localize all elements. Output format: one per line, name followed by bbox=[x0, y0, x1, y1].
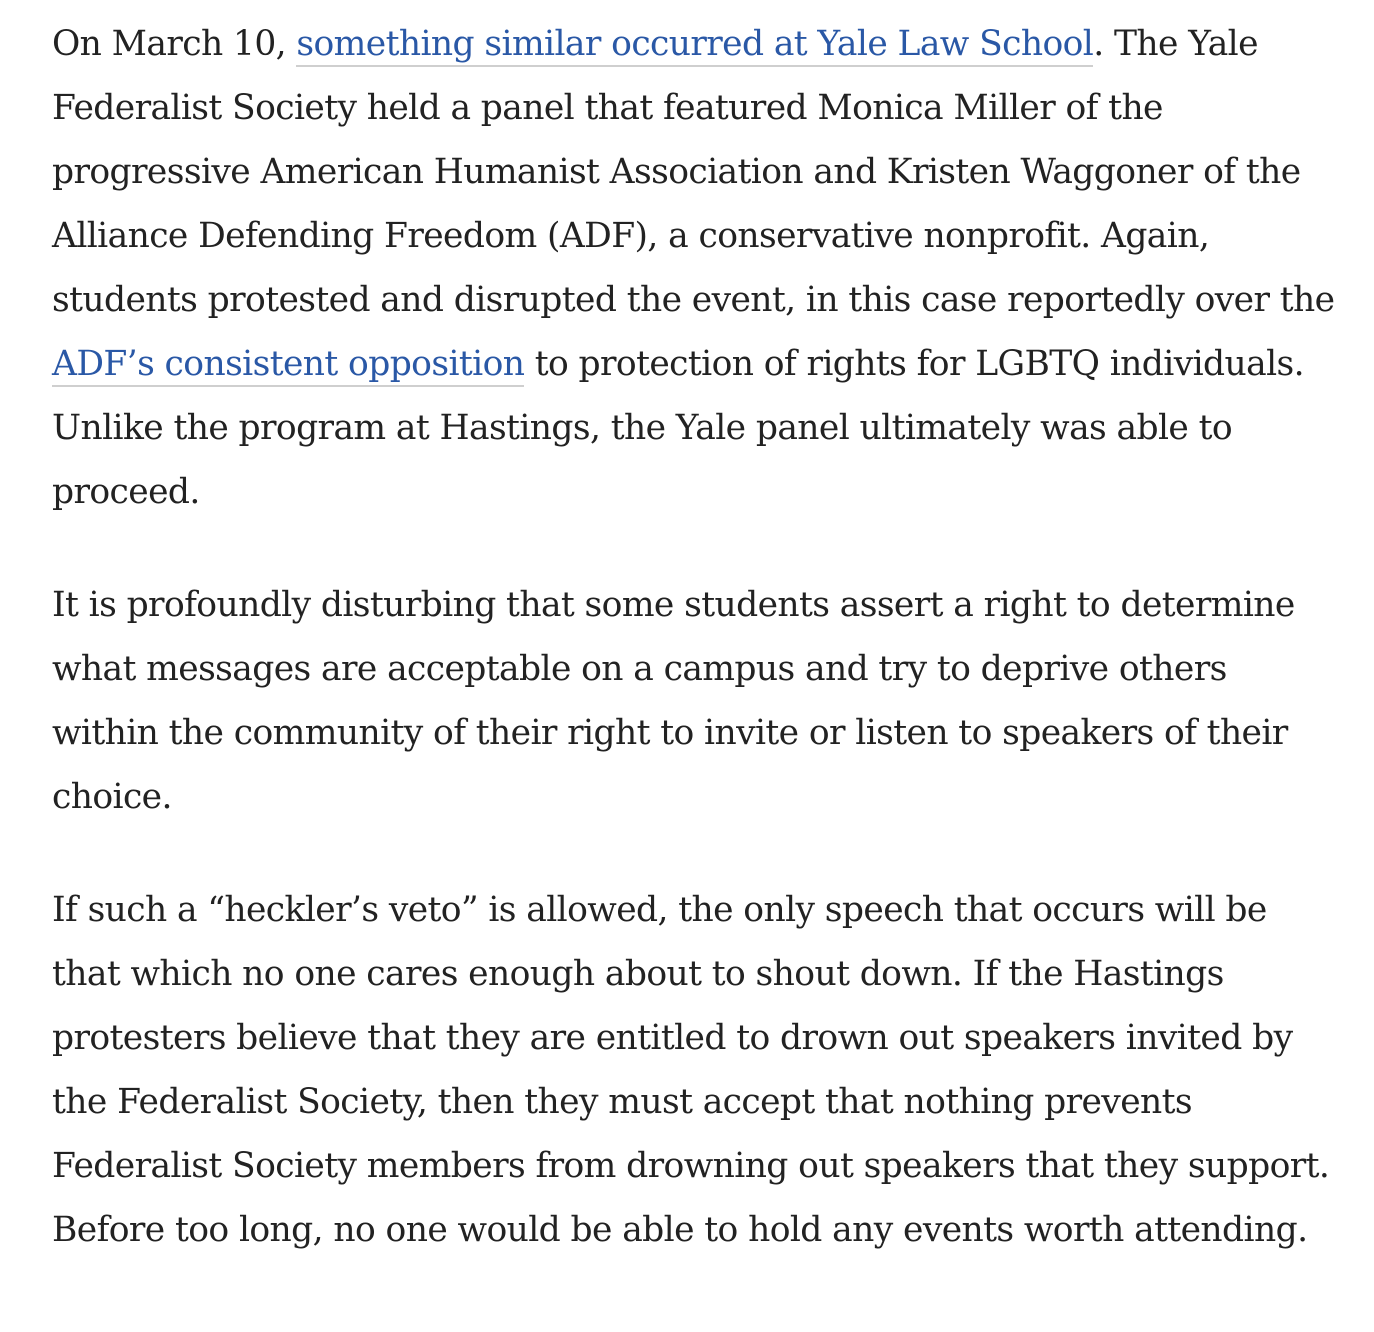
paragraph-yale-panel bbox=[52, 12, 1342, 524]
link-adf-opposition[interactable]: ADF’s consistent opposition bbox=[52, 344, 524, 387]
article-body bbox=[52, 12, 1342, 1311]
paragraph-text: On March 10, bbox=[52, 24, 297, 64]
paragraph-text: . The Yale Federalist Society held a panel that featured Monica Miller of the progressive American Humanist Association and Kristen Waggoner of the Alliance Defending Freedom (ADF), a conservative nonprofit. Again, students protested and disrupted the event, in this case reportedly over the bbox=[52, 24, 1335, 320]
paragraph-hecklers-veto: If such a “heckler’s veto” is allowed, the only speech that occurs will be that which no one cares enough about to shout down. If the Hastings protesters believe that they are entitled to drown out speakers invited by the Federalist Society, then they must accept that nothing prevents Federalist Society members from drowning out speakers that they support. Before too long, no one would be able to hold any events worth attending. bbox=[52, 890, 1330, 1250]
paragraph-disturbing: It is profoundly disturbing that some students assert a right to determine what messages are acceptable on a campus and try to deprive others within the community of their right to invite or listen to speakers of their choice. bbox=[52, 585, 1295, 817]
link-yale-law-school[interactable]: something similar occurred at Yale Law School bbox=[296, 24, 1093, 67]
paragraph-text: to protection of rights for LGBTQ individuals. Unlike the program at Hastings, the Yale panel ultimately was able to proceed. bbox=[52, 344, 1304, 512]
